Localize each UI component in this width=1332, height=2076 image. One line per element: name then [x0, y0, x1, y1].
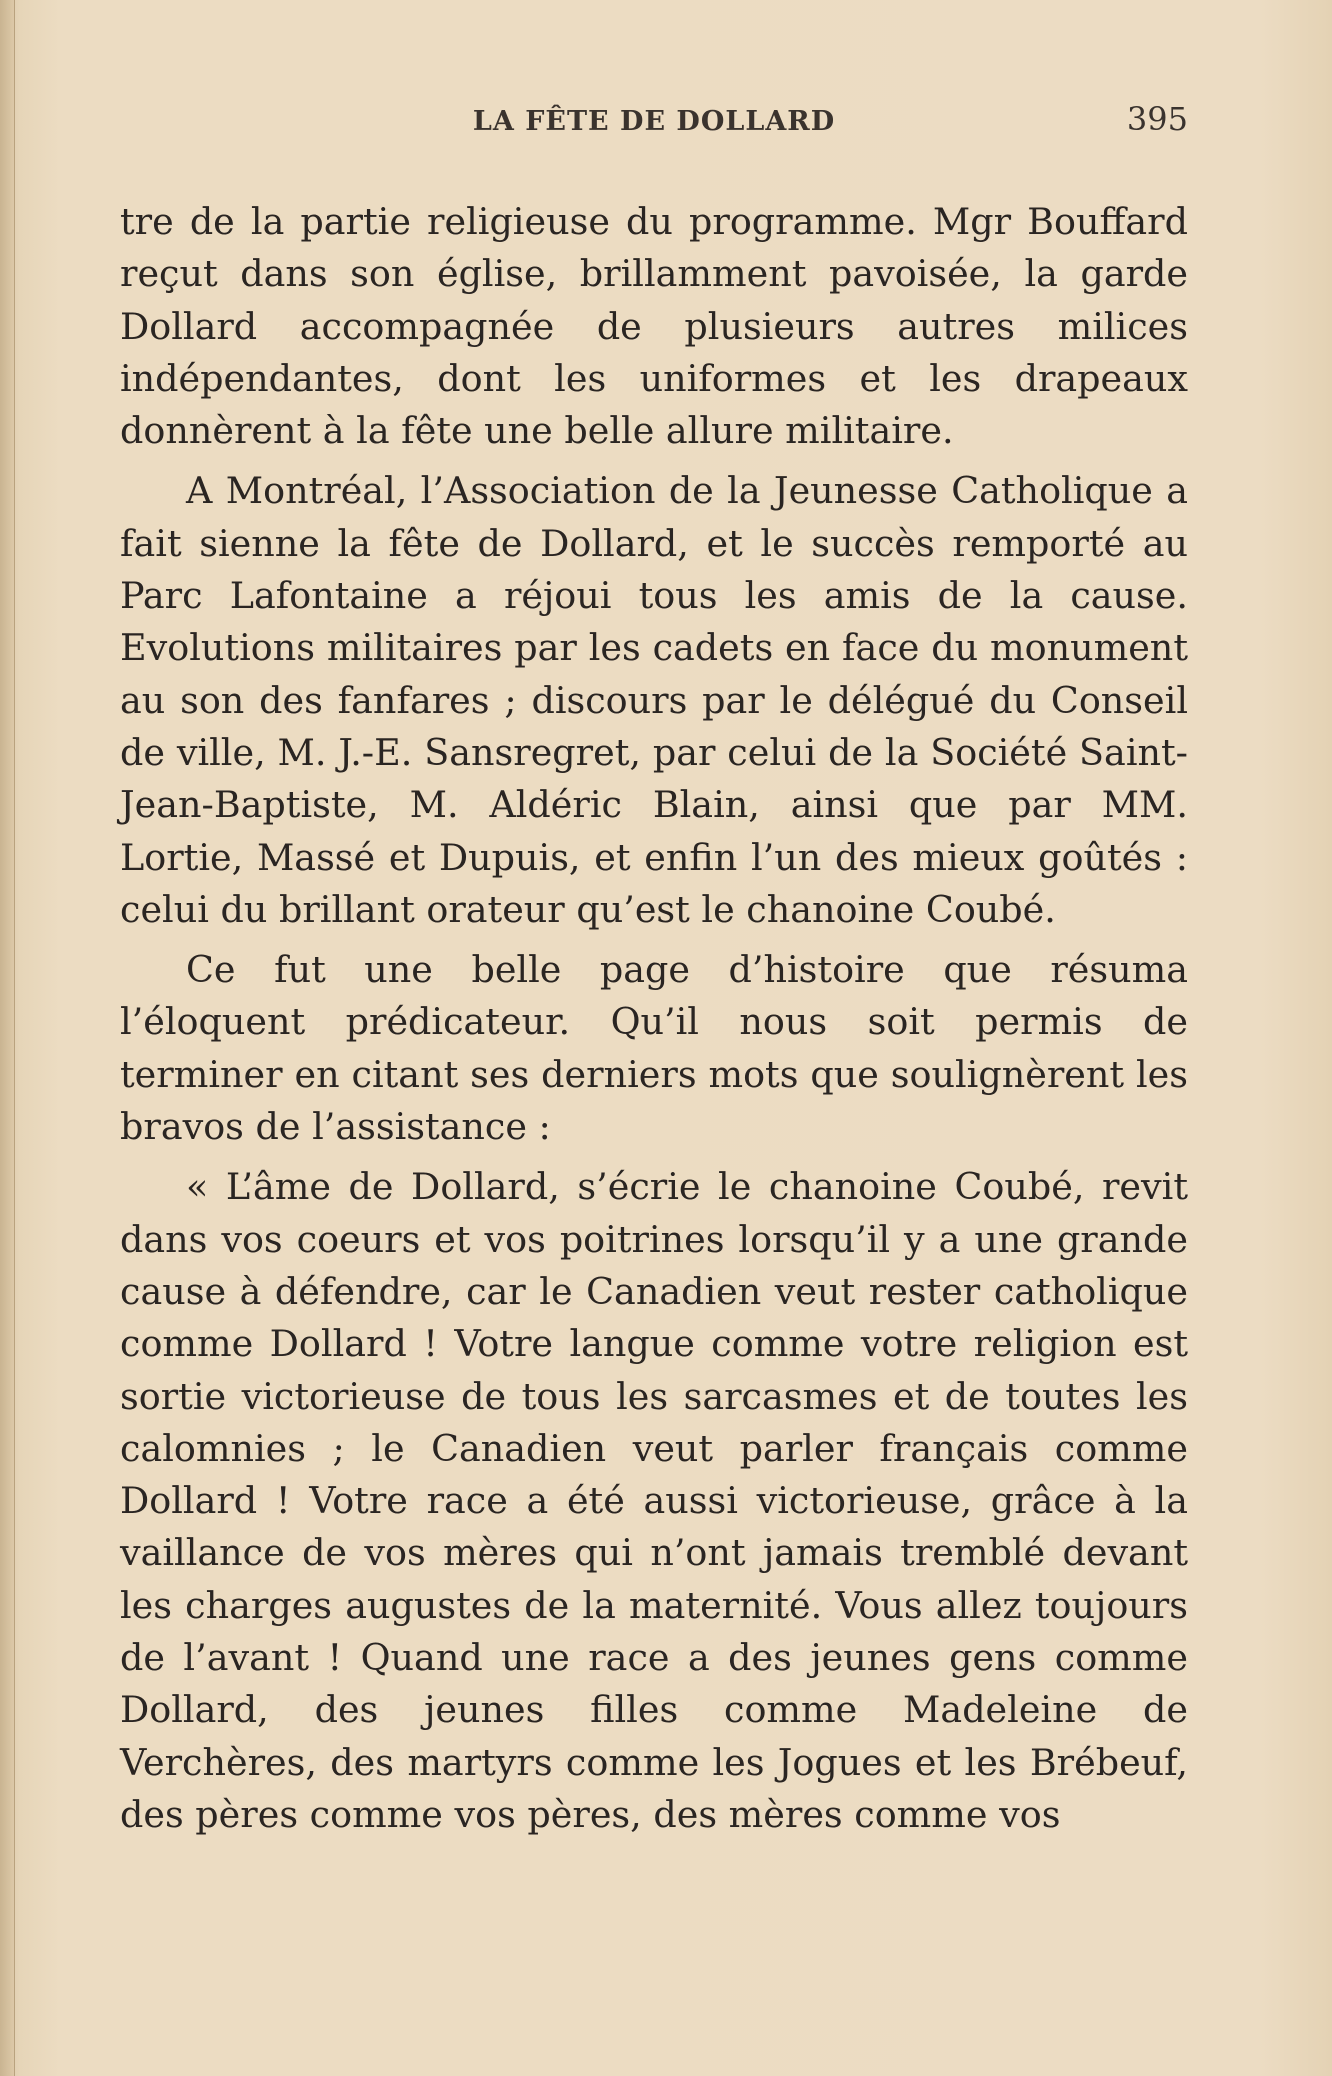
- paragraph-history-page: Ce fut une belle page d’histoire que résuma l’éloquent prédicateur. Qu’il nous soit permis de terminer en citant ses derniers mots que soulignèrent les bravos de l’assistance :: [120, 948, 1188, 1149]
- running-title: LA FÊTE DE DOLLARD: [472, 106, 836, 137]
- page-binding-edge: [0, 0, 15, 2076]
- paragraph-quotation: « L’âme de Dollard, s’écrie le chanoine Coubé, revit dans vos coeurs et vos poitrines lorsqu’il y a une grande cause à défendre, car le Canadien veut rester catholique comme Dollard ! Votre langue comme votre religion est sortie victorieuse de tous les sarcasmes et de toutes les calomnies ; le Canadien veut parler français comme Dollard ! Votre race a été aussi victorieuse, grâce à la vaillance de vos mères qui n’ont jamais tremblé devant les charges augustes de la maternité. Vous allez toujours de l’avant ! Quand une race a des jeunes gens comme Dollard, des jeunes filles comme Madeleine de Verchères, des martyrs comme les Jogues et les Brébeuf, des pères comme vos pères, des mères comme vos: [120, 1165, 1188, 1836]
- page-number: 395: [1126, 100, 1188, 138]
- page-header: [120, 100, 1188, 150]
- body-text: [120, 196, 1188, 1849]
- paragraph-continuation: tre de la partie religieuse du programme. Mgr Bouffard reçut dans son église, brillamment pavoisée, la garde Dollard accompagnée de plusieurs autres milices indépendantes, dont les uniformes et les drapeaux donnèrent à la fête une belle allure militaire.: [120, 200, 1188, 453]
- paragraph-montreal: A Montréal, l’Association de la Jeunesse Catholique a fait sienne la fête de Dollard, et le succès remporté au Parc Lafontaine a réjoui tous les amis de la cause. Evolutions militaires par les cadets en face du monument au son des fanfares ; discours par le délégué du Conseil de ville, M. J.-E. Sansregret, par celui de la Société Saint-Jean-Baptiste, M. Aldéric Blain, ainsi que par MM. Lortie, Massé et Dupuis, et enfin l’un des mieux goûtés : celui du brillant orateur qu’est le chanoine Coubé.: [120, 469, 1188, 931]
